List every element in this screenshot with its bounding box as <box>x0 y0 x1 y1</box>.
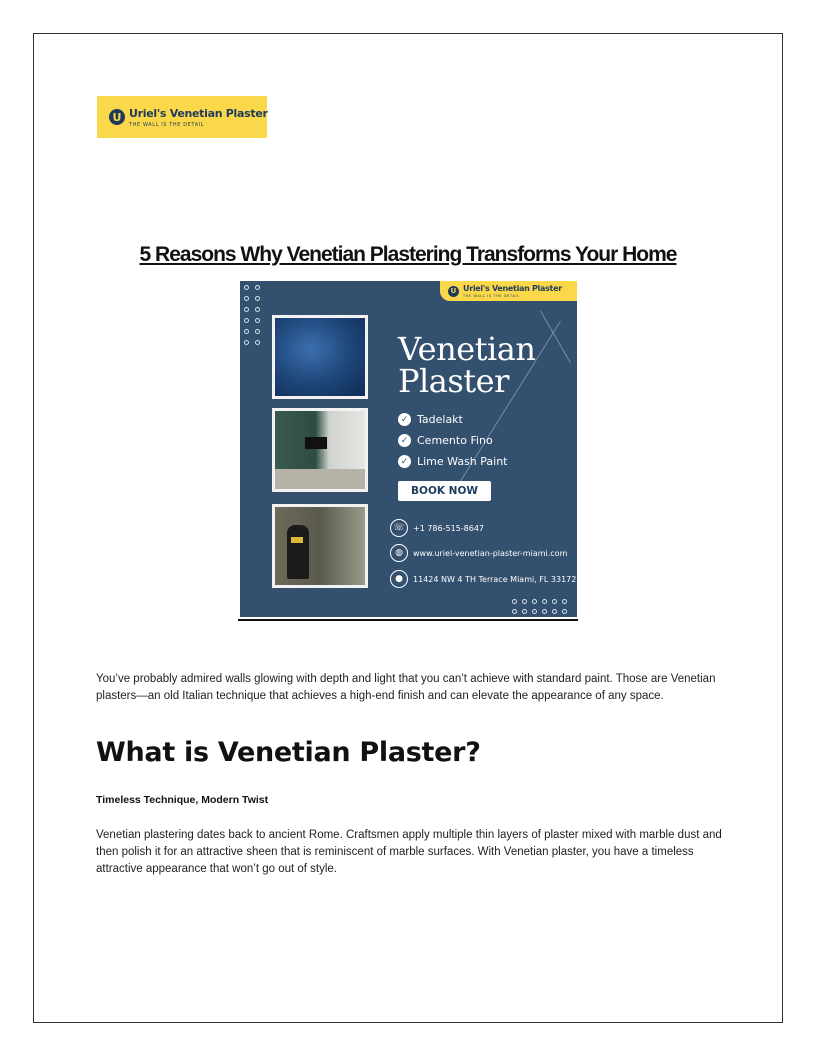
phone-icon: ☏ <box>390 519 408 537</box>
contact-phone: ☏ +1 786-515-8647 <box>390 519 484 537</box>
check-circle-icon: ✓ <box>398 434 411 447</box>
banner-heading <box>398 330 536 400</box>
banner-heading-line2: Plaster <box>398 362 509 400</box>
book-now-button[interactable]: BOOK NOW <box>398 481 491 501</box>
logo-name: Uriel's Venetian Plaster <box>129 106 268 120</box>
globe-icon: ◍ <box>390 544 408 562</box>
banner-logo-name: Uriel's Venetian Plaster <box>463 284 562 293</box>
section-subheading: Timeless Technique, Modern Twist <box>96 794 269 806</box>
photo-plasterer-at-work <box>272 504 368 588</box>
contact-website: ◍ www.uriel-venetian-plaster-miami.com <box>390 544 567 562</box>
decor-line <box>540 311 571 363</box>
service-item: ✓ Tadelakt <box>398 409 508 430</box>
promo-banner-image <box>240 281 577 617</box>
document-title: 5 Reasons Why Venetian Plastering Transforms Your Home <box>139 243 677 266</box>
photo-green-living-room <box>272 408 368 492</box>
banner-logo-tagline: THE WALL IS THE DETAIL <box>463 294 520 298</box>
check-circle-icon: ✓ <box>398 455 411 468</box>
intro-paragraph: You’ve probably admired walls glowing with depth and light that you can’t achieve with standard paint. Those are Venetian plasters—an old Italian technique that achieves a high-end finish and can elevate the appearance of any space. <box>96 673 716 702</box>
check-circle-icon: ✓ <box>398 413 411 426</box>
logo-mark-icon: U <box>109 109 125 125</box>
image-underline <box>238 619 578 621</box>
brand-logo <box>97 96 267 138</box>
service-list <box>398 409 508 472</box>
section-paragraph: Venetian plastering dates back to ancient Rome. Craftsmen apply multiple thin layers of plaster mixed with marble dust and then polish it for an attractive sheen that is reminiscent of marble surfaces. With Venetian plaster, you have a timeless attractive appearance that won’t go out of style. <box>96 829 722 875</box>
logo-tagline: THE WALL IS THE DETAIL <box>129 121 205 128</box>
banner-logo-mark-icon: U <box>448 286 459 297</box>
section-heading: What is Venetian Plaster? <box>96 737 481 768</box>
photo-blue-plaster-wall <box>272 315 368 399</box>
service-item: ✓ Cemento Fino <box>398 430 508 451</box>
dot-pattern-top <box>244 285 260 345</box>
service-item: ✓ Lime Wash Paint <box>398 451 508 472</box>
banner-heading-line1: Venetian <box>398 330 536 368</box>
dot-pattern-bottom <box>512 599 567 614</box>
contact-address: ● 11424 NW 4 TH Terrace Miami, FL 33172 <box>390 570 576 588</box>
banner-logo <box>440 281 577 301</box>
location-pin-icon: ● <box>390 570 408 588</box>
